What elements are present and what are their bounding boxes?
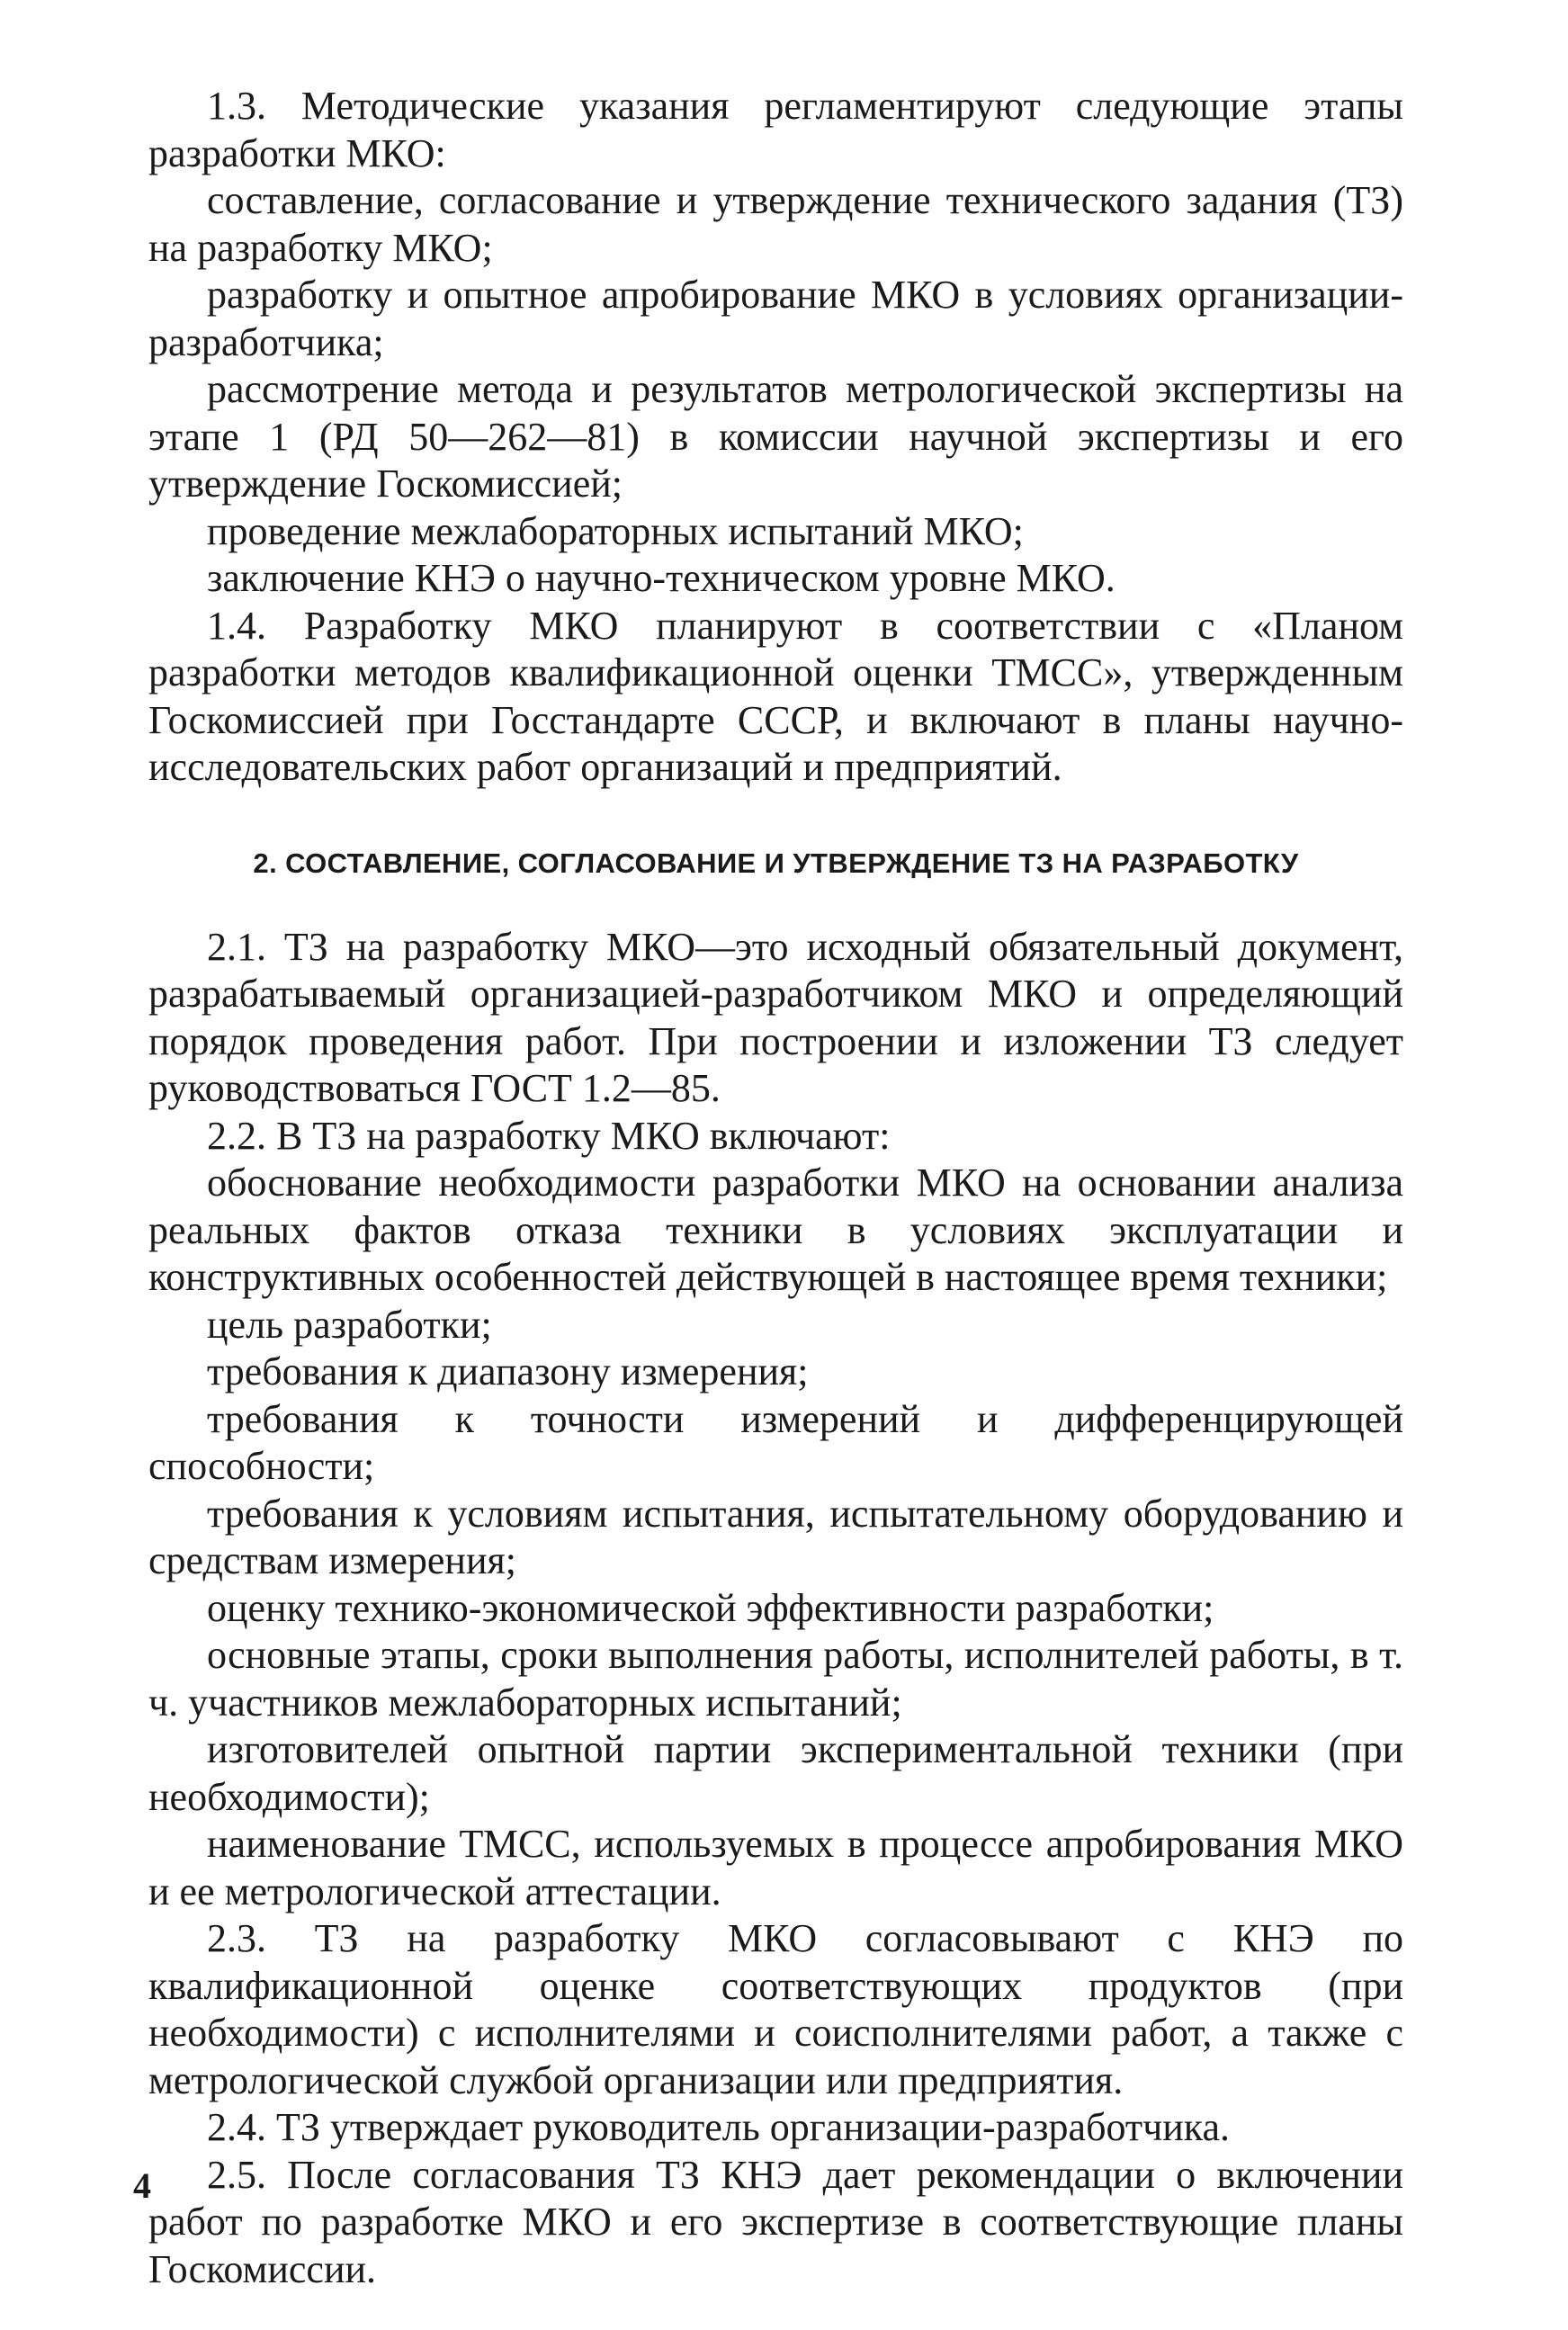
paragraph-2-3: 2.3. ТЗ на разработку МКО согласовывают с КНЭ по квалификационной оценке соответствующих продуктов (при необходимости) с исполнителями и соисполнителями работ, а также с метрологической службой организации или предприятия. bbox=[148, 1916, 1403, 2102]
list-item-interlab-tests: проведение межлабораторных испытаний МКО; bbox=[207, 508, 1024, 553]
paragraph-1-3: 1.3. Методические указания регламентируют следующие этапы разработки МКО: bbox=[148, 84, 1403, 175]
paragraph-2-2: 2.2. В ТЗ на разработку МКО включают: bbox=[207, 1113, 891, 1158]
page-number: 4 bbox=[133, 2165, 151, 2206]
paragraph-2-5: 2.5. После согласования ТЗ КНЭ дает рекомендации о включении работ по разработке МКО и его экспертизе в соответствующие планы Госкомиссии. bbox=[148, 2152, 1403, 2291]
paragraph-2-4: 2.4. ТЗ утверждает руководитель организации-разработчика. bbox=[207, 2105, 1231, 2149]
list-item-accuracy-requirements: требования к точности измерений и дифференцирующей способности; bbox=[148, 1396, 1403, 1488]
list-item-development: разработку и опытное апробирование МКО в условиях организации-разработчика; bbox=[148, 273, 1403, 364]
paragraph-1-4: 1.4. Разработку МКО планируют в соответствии с «Планом разработки методов квалификационной оценки ТМСС», утвержденным Госкомиссией при Госстандарте СССР, и включают в планы научно-исследовательских работ организаций и предприятий. bbox=[148, 603, 1403, 789]
list-item-justification: обоснование необходимости разработки МКО на основании анализа реальных фактов отказа техники в условиях эксплуатации и конструктивных особенностей действующей в настоящее время техники; bbox=[148, 1161, 1403, 1299]
list-item-tz-preparation: составление, согласование и утверждение технического задания (ТЗ) на разработку МКО; bbox=[148, 178, 1403, 270]
list-item-efficiency: оценку технико-экономической эффективности разработки; bbox=[207, 1585, 1214, 1630]
list-item-expertise: рассмотрение метода и результатов метрологической экспертизы на этапе 1 (РД 50—262—81) в комиссии научной экспертизы и его утверждение Госкомиссией; bbox=[148, 367, 1403, 506]
list-item-stages: основные этапы, сроки выполнения работы, исполнителей работы, в т. ч. участников межлабораторных испытаний; bbox=[148, 1633, 1403, 1725]
list-item-tmss-names: наименование ТМСС, используемых в процессе апробирования МКО и ее метрологической аттестации. bbox=[148, 1822, 1403, 1913]
paragraph-2-1: 2.1. ТЗ на разработку МКО—это исходный обязательный документ, разрабатываемый организацией-разработчиком МКО и определяющий порядок проведения работ. При построении и изложении ТЗ следует руководствоваться ГОСТ 1.2—85. bbox=[148, 924, 1403, 1110]
list-item-test-conditions: требования к условиям испытания, испытательному оборудованию и средствам измерения; bbox=[148, 1491, 1403, 1582]
document-page bbox=[148, 83, 1403, 2293]
list-item-range-requirements: требования к диапазону измерения; bbox=[207, 1349, 809, 1394]
list-item-goal: цель разработки; bbox=[207, 1302, 492, 1347]
list-item-manufacturers: изготовителей опытной партии экспериментальной техники (при необходимости); bbox=[148, 1727, 1403, 1819]
list-item-kne-conclusion: заключение КНЭ о научно-техническом уровне МКО. bbox=[207, 556, 1116, 600]
section-2-heading: 2. СОСТАВЛЕНИЕ, СОГЛАСОВАНИЕ И УТВЕРЖДЕНИЕ ТЗ НА РАЗРАБОТКУ bbox=[253, 847, 1299, 879]
